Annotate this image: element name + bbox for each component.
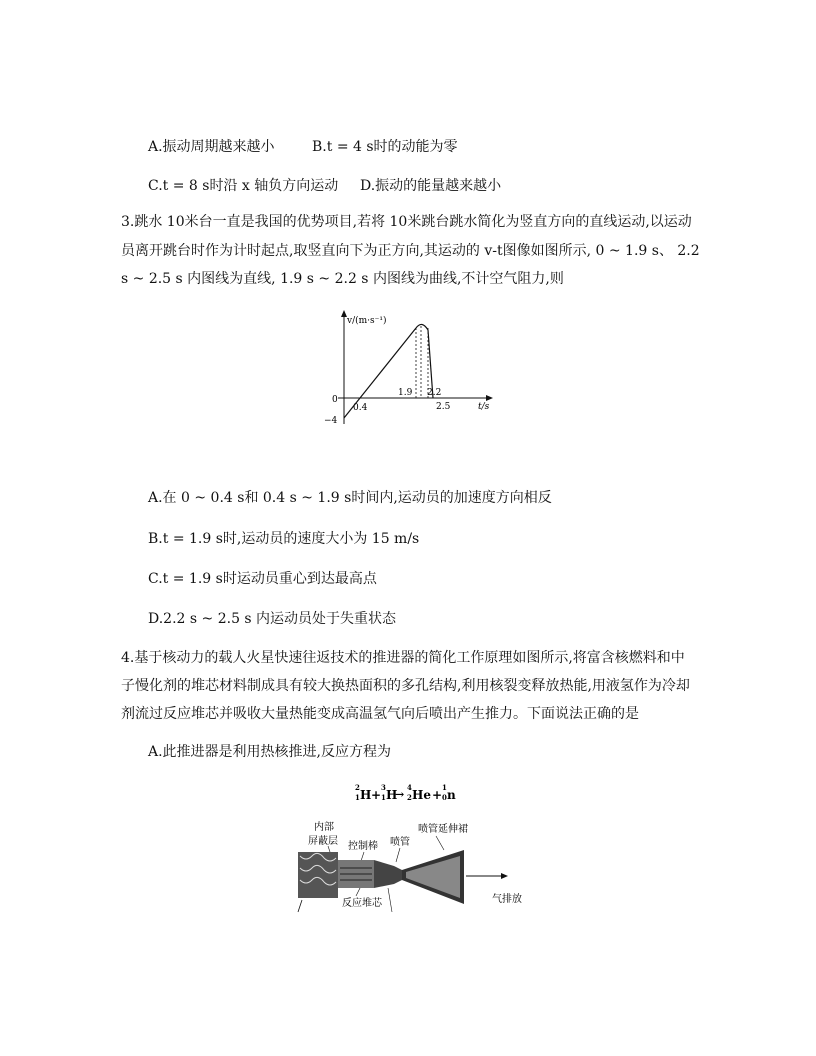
y-axis-label: v/(m·s⁻¹)	[347, 316, 387, 326]
fusion-equation	[354, 782, 474, 804]
q3-stem-line-2: 员离开跳台时作为计时起点,取竖直向下为正方向,其运动的 v-t图像如图所示, 0 ~ 1.9 s、 2.2	[121, 243, 700, 259]
tick-2-5: 2.5	[436, 402, 451, 412]
label-control-rod: 控制棒	[348, 841, 378, 852]
origin-label: 0	[332, 395, 338, 405]
tick-2-2: 2.2	[427, 388, 442, 398]
q2-options-row-2	[148, 175, 748, 195]
q3-stem-line-1: 3.跳水 10米台一直是我国的优势项目,若将 10米跳台跳水简化为竖直方向的直线运动,以运动	[121, 214, 692, 230]
he-symbol: He	[412, 788, 431, 802]
q2-option-d: D.振动的能量越来越小	[360, 178, 502, 194]
nuclear-rocket-figure	[294, 818, 524, 914]
label-core: 反应堆芯	[342, 898, 382, 909]
q2-option-c: C.t = 8 s时沿 x 轴负方向运动	[148, 178, 339, 194]
h3-charge: 1	[381, 793, 386, 802]
h3-symbol: H	[386, 788, 398, 802]
h3-mass: 3	[381, 783, 386, 792]
nozzle-throat	[374, 860, 402, 888]
label-exhaust: 气排放	[492, 894, 522, 905]
h2-mass: 2	[355, 783, 360, 792]
curve-segment	[416, 324, 428, 330]
label-nozzle-ext: 喷管延伸裙	[418, 824, 468, 835]
q4-stem-line-3: 剂流过反应堆芯并吸收大量热能变成高温氢气向后喷出产生推力。下面说法正确的是	[121, 706, 639, 722]
q2-option-a: A.振动周期越来越小	[148, 139, 275, 155]
tick-0-4: 0.4	[353, 403, 368, 413]
q3-option-a: A.在 0 ~ 0.4 s和 0.4 s ~ 1.9 s时间内,运动员的加速度方向相反	[148, 490, 552, 506]
he-charge: 2	[407, 793, 412, 802]
x-axis-arrow	[486, 395, 493, 401]
x-axis-label: t/s	[478, 402, 490, 412]
neg-label: −4	[324, 416, 338, 426]
q2-option-b: B.t = 4 s时的动能为零	[312, 139, 458, 155]
label-inner-2: 屏蔽层	[308, 836, 338, 847]
plus-2: +	[432, 788, 443, 802]
n-charge: 0	[442, 793, 447, 802]
label-inner-1: 内部	[314, 822, 334, 833]
tick-1-9: 1.9	[398, 388, 413, 398]
h2-symbol: H	[360, 788, 372, 802]
q3-vt-graph	[320, 308, 500, 432]
q3-option-c: C.t = 1.9 s时运动员重心到达最高点	[148, 571, 377, 587]
arrow: →	[395, 788, 405, 801]
q3-stem-line-3: s ~ 2.5 s 内图线为直线, 1.9 s ~ 2.2 s 内图线为曲线,不计空气阻力,则	[121, 271, 564, 287]
q2-options-row-1	[148, 136, 748, 156]
q4-stem-line-1: 4.基于核动力的载人火星快速往返技术的推进器的简化工作原理如图所示,将富含核燃料和中	[121, 650, 685, 666]
q3-option-b: B.t = 1.9 s时,运动员的速度大小为 15 m/s	[148, 531, 420, 547]
n-symbol: n	[447, 788, 456, 802]
q4-option-a: A.此推进器是利用热核推进,反应方程为	[148, 744, 392, 760]
h2-charge: 1	[355, 793, 360, 802]
plus-1: +	[371, 788, 382, 802]
label-nozzle: 喷管	[390, 837, 410, 848]
n-mass: 1	[442, 783, 447, 792]
he-mass: 4	[407, 783, 412, 792]
linear-segment	[344, 328, 416, 418]
q4-stem-line-2: 子慢化剂的堆芯材料制成具有较大换热面积的多孔结构,利用核裂变释放热能,用液氢作为冷却	[121, 678, 690, 694]
q3-option-d: D.2.2 s ~ 2.5 s 内运动员处于失重状态	[148, 611, 397, 627]
